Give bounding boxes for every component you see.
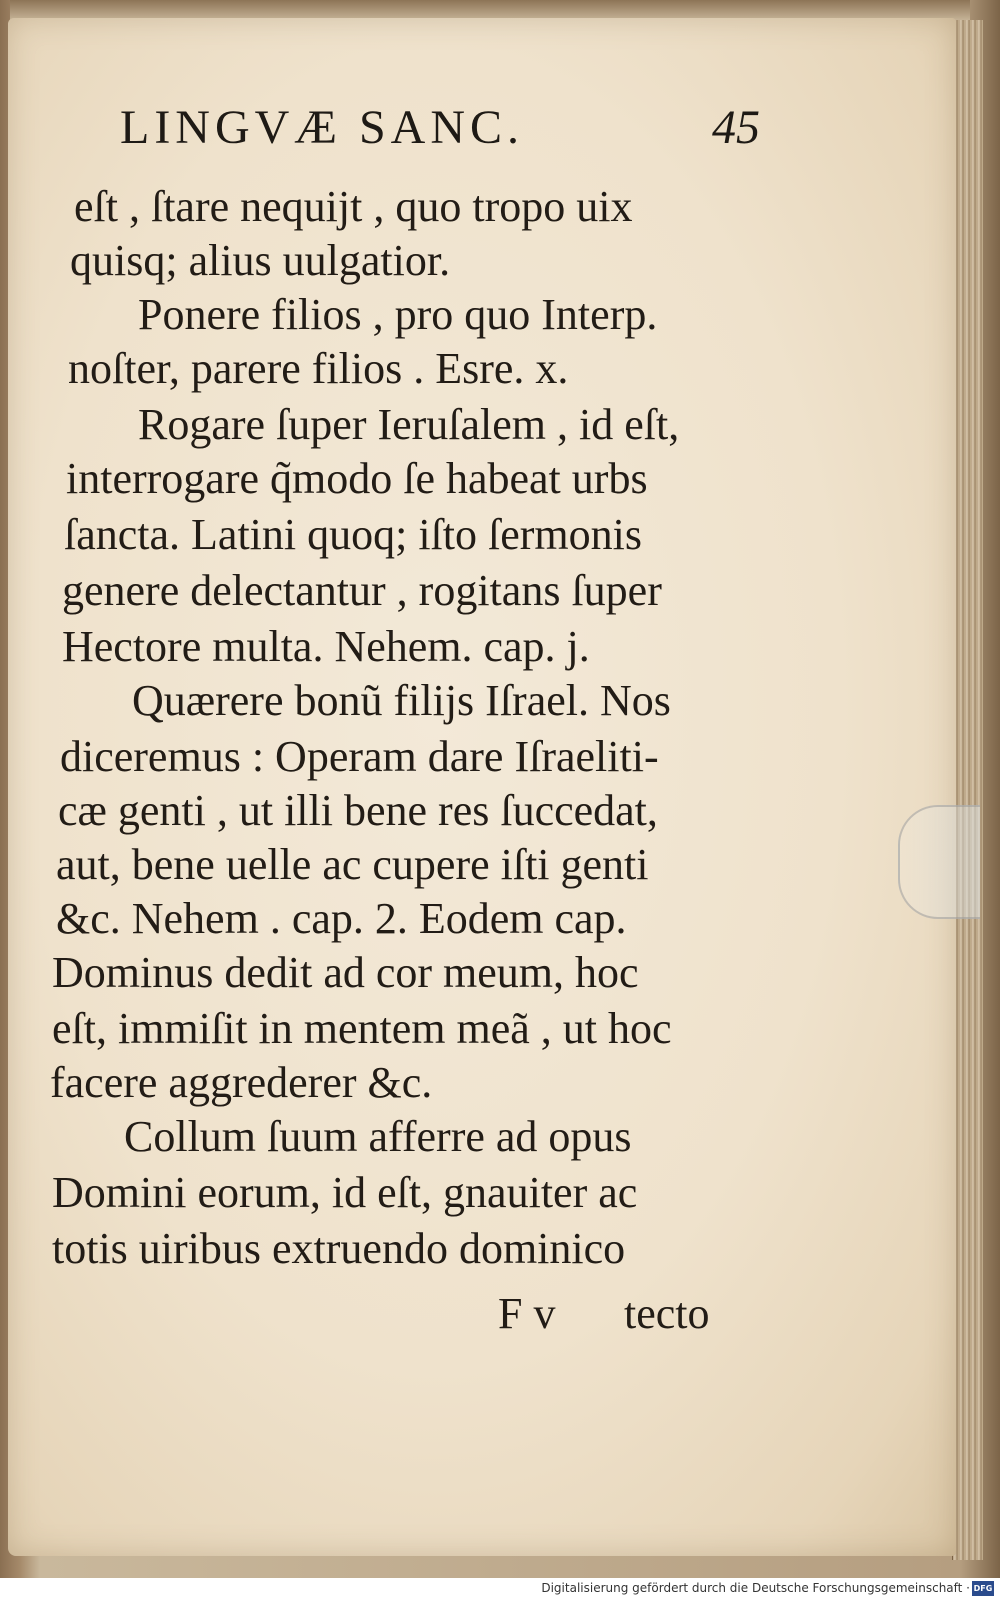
text-line: &c. Nehem . cap. 2. Eodem cap.	[56, 894, 627, 943]
digitization-credit: Digitalisierung gefördert durch die Deutsche Forschungsgemeinschaft ·	[541, 1581, 970, 1595]
text-line: Ponere filios , pro quo Interp.	[138, 290, 658, 339]
text-line: cæ genti , ut illi bene res ſuccedat,	[58, 786, 658, 835]
text-line: noſter, parere filios . Esre. x.	[68, 344, 569, 393]
text-line: ſancta. Latini quoq; iſto ſermonis	[64, 510, 642, 559]
text-line: diceremus : Operam dare Iſraeliti-	[60, 732, 659, 781]
text-line: Hectore multa. Nehem. cap. j.	[62, 622, 590, 671]
text-line: eſt, immiſit in mentem meã , ut hoc	[52, 1004, 672, 1053]
text-line: Dominus dedit ad cor meum, hoc	[52, 948, 639, 997]
text-line: Quærere bonũ filijs Iſrael. Nos	[132, 676, 671, 725]
running-title: LINGVÆ SANC.	[120, 101, 525, 154]
catchword: tecto	[624, 1289, 710, 1338]
text-line: eſt , ſtare nequijt , quo tropo uix	[74, 182, 633, 231]
signature-mark: F v	[498, 1289, 556, 1338]
text-line: interrogare q̃modo ſe habeat urbs	[66, 454, 648, 503]
running-header	[120, 100, 760, 160]
text-line: facere aggrederer &c.	[50, 1058, 433, 1107]
text-line: Collum ſuum afferre ad opus	[124, 1112, 632, 1161]
page-clip	[898, 805, 980, 919]
text-line: quisq; alius uulgatior.	[70, 236, 451, 285]
text-line: aut, bene uelle ac cupere iſti genti	[56, 840, 649, 889]
text-line: totis uiribus extruendo dominico	[52, 1224, 626, 1273]
page-edges	[952, 20, 983, 1560]
text-line: Rogare ſuper Ieruſalem , id eſt,	[138, 400, 680, 449]
text-line: genere delectantur , rogitans ſuper	[62, 566, 662, 615]
page-number: 45	[712, 101, 760, 154]
dfg-logo: DFG	[972, 1581, 994, 1596]
text-line: Domini eorum, id eſt, gnauiter ac	[52, 1168, 638, 1217]
